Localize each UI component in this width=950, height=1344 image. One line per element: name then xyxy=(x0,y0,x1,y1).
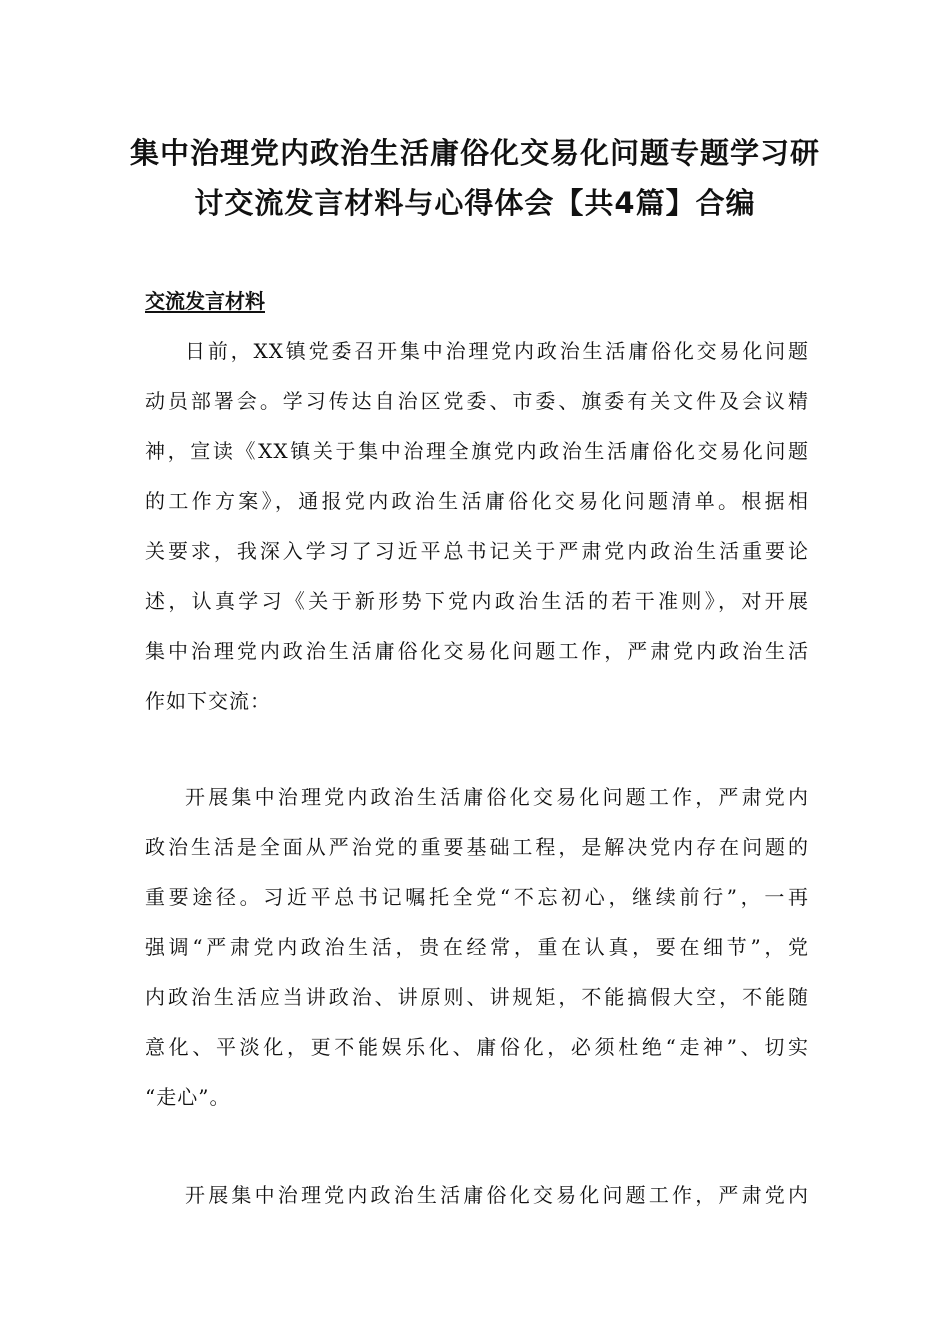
document-title xyxy=(120,128,830,228)
paragraph-line: 神，宣读《XX镇关于集中治理全旗党内政治生活庸俗化交易化问题 xyxy=(145,439,809,463)
paragraph-line: 述，认真学习《关于新形势下党内政治生活的若干准则》，对开展 xyxy=(145,589,809,613)
paragraph-line: 开展集中治理党内政治生活庸俗化交易化问题工作，严肃党内 xyxy=(185,1183,809,1207)
paragraph-line: 强调“严肃党内政治生活，贵在经常，重在认真，要在细节”，党 xyxy=(145,935,809,959)
paragraph-line: 日前，XX镇党委召开集中治理党内政治生活庸俗化交易化问题 xyxy=(185,339,809,363)
paragraph-line: 的工作方案》，通报党内政治生活庸俗化交易化问题清单。根据相 xyxy=(145,489,809,513)
paragraph-line: 政治生活是全面从严治党的重要基础工程，是解决党内存在问题的 xyxy=(145,835,809,859)
paragraph-line: 重要途径。习近平总书记嘱托全党“不忘初心，继续前行”，一再 xyxy=(145,885,809,909)
paragraph-line: 关要求，我深入学习了习近平总书记关于严肃党内政治生活重要论 xyxy=(145,539,809,563)
paragraph-line: “走心”。 xyxy=(145,1085,231,1109)
paragraph xyxy=(145,1170,809,1220)
title-line: 讨交流发言材料与心得体会【共4篇】合编 xyxy=(194,186,756,220)
paragraph-line: 内政治生活应当讲政治、讲原则、讲规矩，不能搞假大空，不能随 xyxy=(145,985,809,1009)
paragraph-line: 作如下交流： xyxy=(145,689,271,713)
section-heading: 交流发言材料 xyxy=(145,289,265,313)
paragraph-line: 集中治理党内政治生活庸俗化交易化问题工作，严肃党内政治生活 xyxy=(145,639,809,663)
paragraph xyxy=(145,772,809,1122)
paragraph-line: 开展集中治理党内政治生活庸俗化交易化问题工作，严肃党内 xyxy=(185,785,809,809)
paragraph-line: 动员部署会。学习传达自治区党委、市委、旗委有关文件及会议精 xyxy=(145,389,809,413)
title-line: 集中治理党内政治生活庸俗化交易化问题专题学习研 xyxy=(129,136,820,170)
paragraph-line: 意化、平淡化，更不能娱乐化、庸俗化，必须杜绝“走神”、切实 xyxy=(145,1035,809,1059)
paragraph xyxy=(145,326,809,726)
